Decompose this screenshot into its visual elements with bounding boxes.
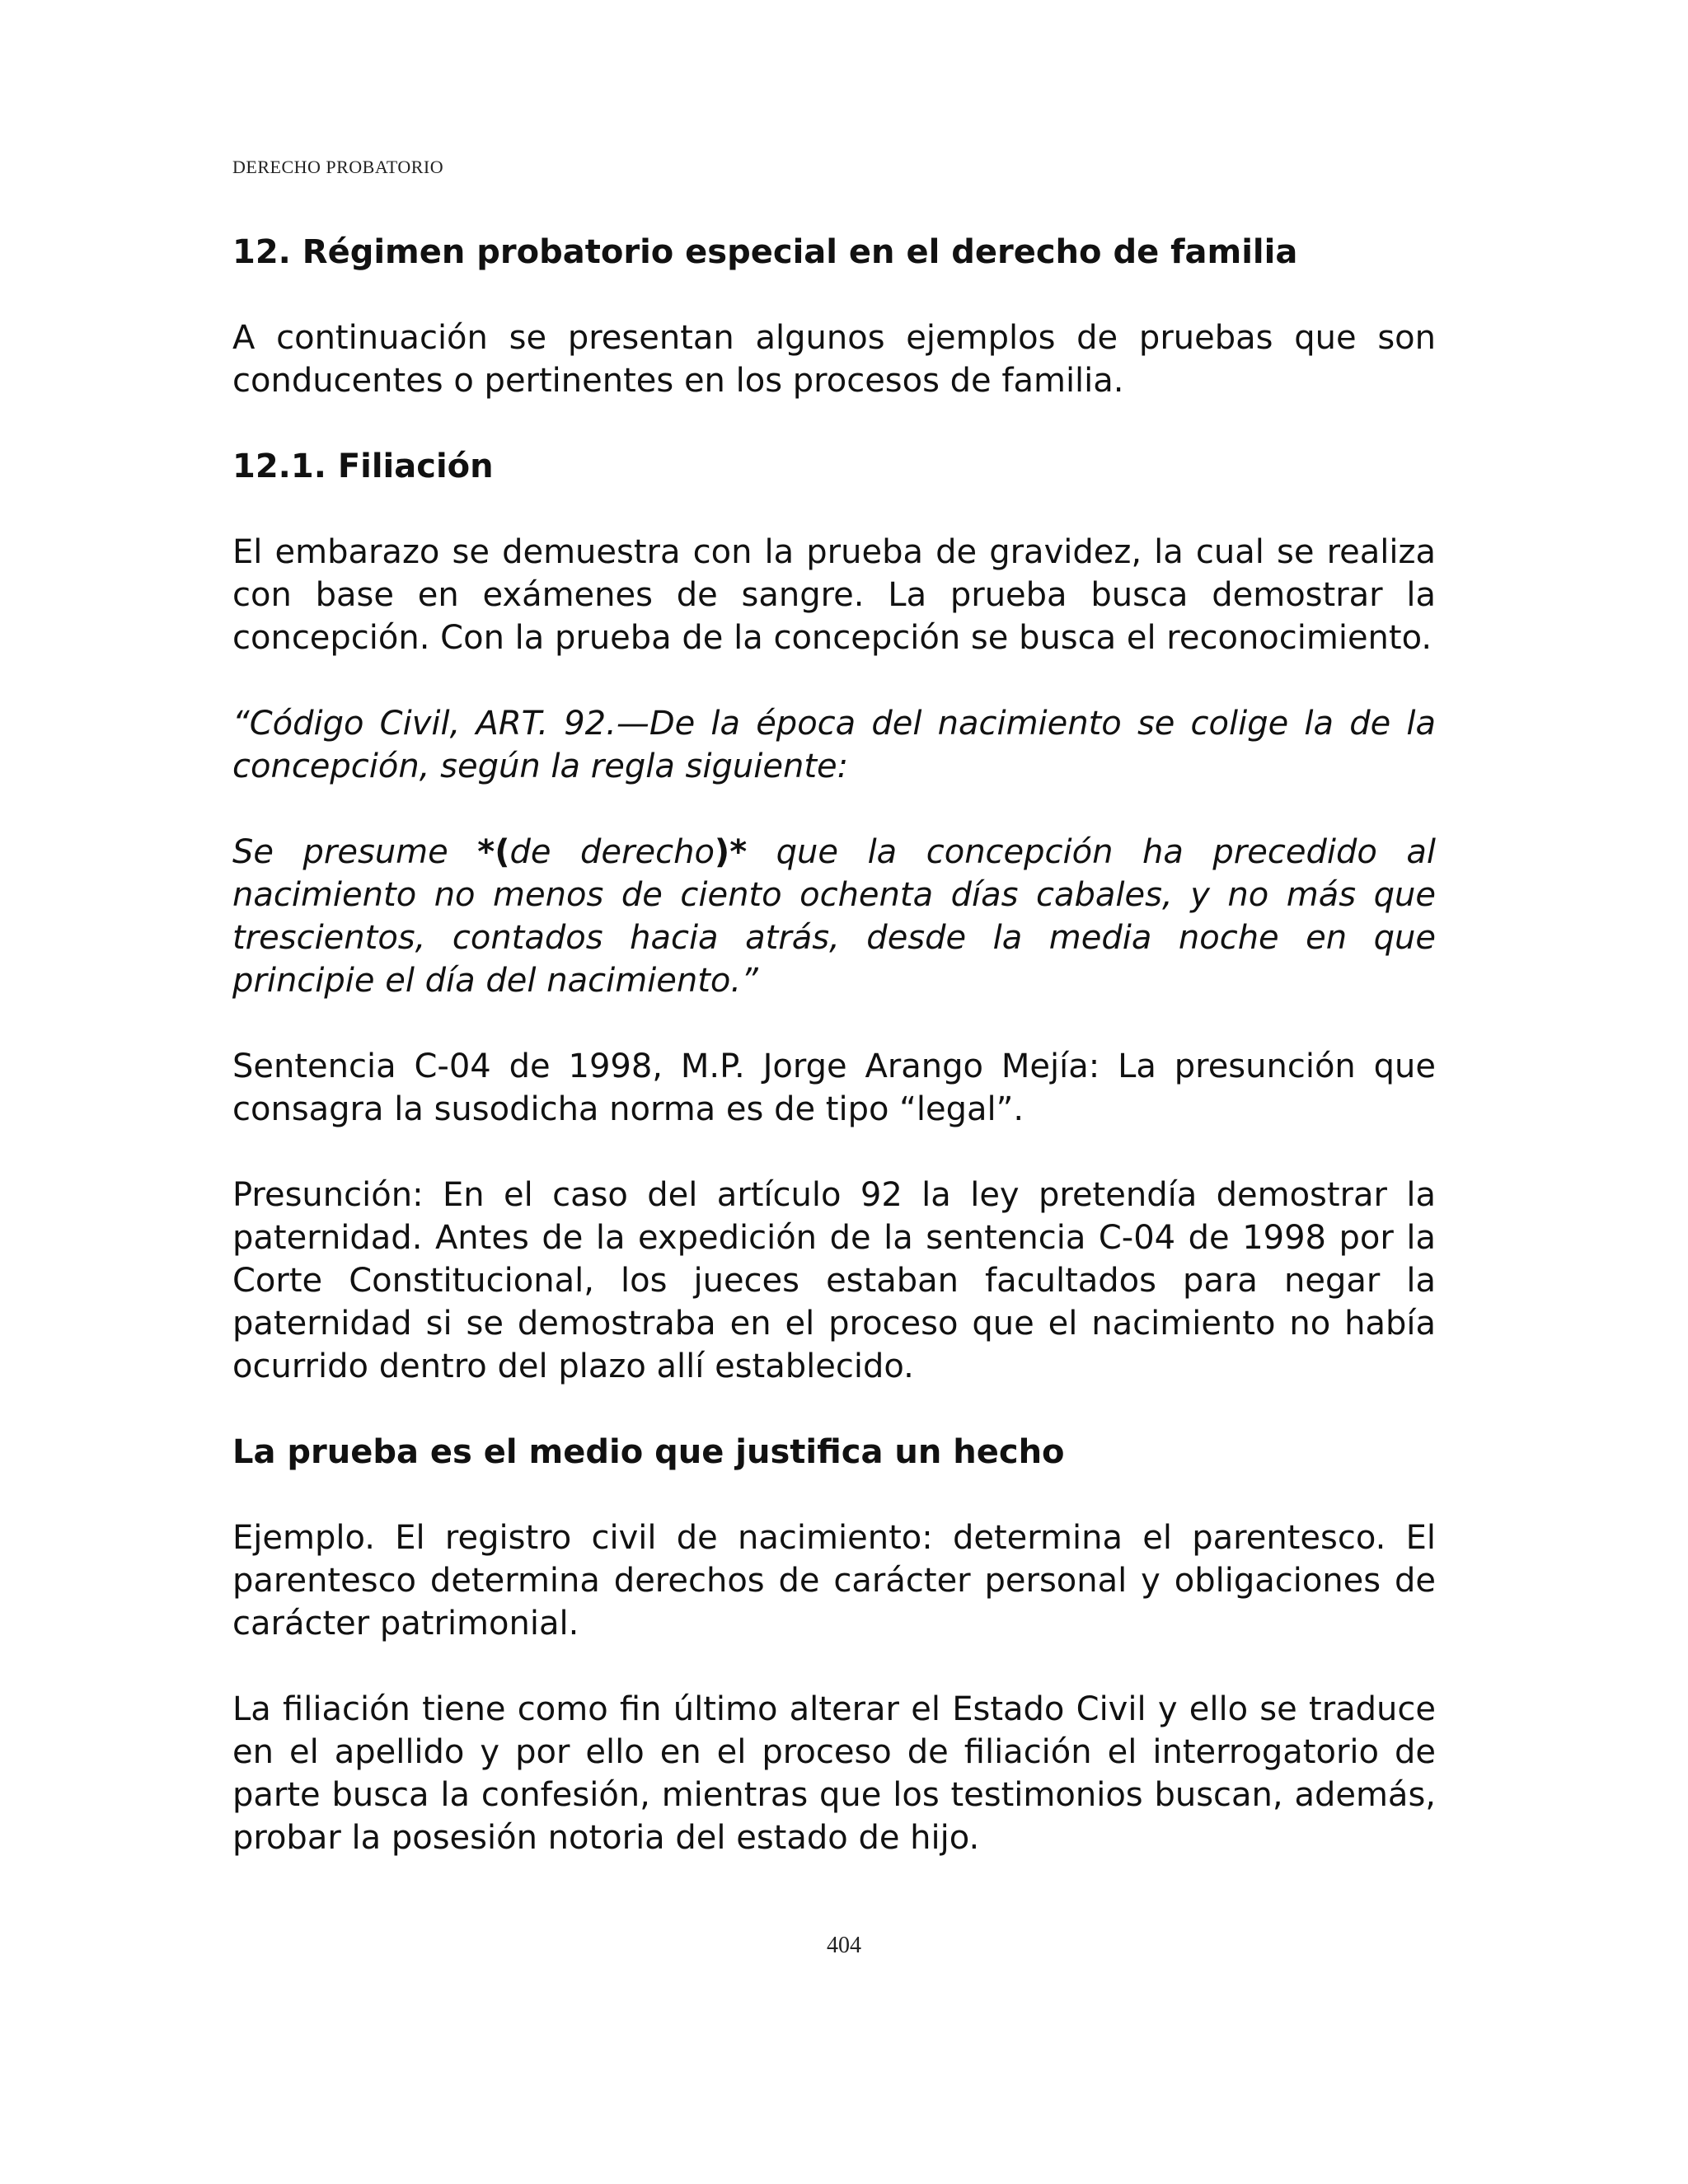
spacer <box>232 488 1436 531</box>
quote-text-de-derecho: de derecho <box>509 833 715 871</box>
section-title: 12. Régimen probatorio especial en el derecho de familia <box>232 233 1298 271</box>
spacer <box>232 1388 1436 1431</box>
ejemplo-paragraph: Ejemplo. El registro civil de nacimiento: determina el parentesco. El parentesco determina derechos de carácter personal y obligaciones de carácter patrimonial. <box>232 1519 1436 1643</box>
spacer <box>232 788 1436 831</box>
spacer <box>232 1474 1436 1516</box>
spacer <box>232 1645 1436 1688</box>
spacer <box>232 402 1436 445</box>
filiacion-paragraph-1: El embarazo se demuestra con la prueba de gravidez, la cual se realiza con base en exámenes de sangre. La prueba busca demostrar la concepción. Con la prueba de la concepción se busca el reconocimiento. <box>232 533 1436 657</box>
spacer <box>232 274 1436 316</box>
quote-text-end: que la concepción ha precedido al nacimiento no menos de ciento ochenta días cabales, y no más que trescientos, contados hacia atrás, desde la media noche en que principie el día del nacimiento.” <box>232 833 1436 1000</box>
subheading-title: La prueba es el medio que justifica un hecho <box>232 1433 1065 1471</box>
spacer <box>232 1002 1436 1045</box>
quote-marker-close: )* <box>714 833 748 871</box>
section-intro-paragraph: A continuación se presentan algunos ejemplos de pruebas que son conducentes o pertinentes en los procesos de familia. <box>232 319 1436 400</box>
subsection-title: 12.1. Filiación <box>232 448 494 485</box>
filiacion-fin-paragraph: La filiación tiene como fin último alterar el Estado Civil y ello se traduce en el apellido y por ello en el proceso de filiación el interrogatorio de parte busca la confesión, mientras que los testimonios buscan, además, probar la posesión notoria del estado de hijo. <box>232 1690 1436 1857</box>
spacer <box>232 1131 1436 1174</box>
legal-quote-paragraph-2 <box>232 831 1436 1002</box>
legal-quote-paragraph-1: “Código Civil, ART. 92.—De la época del nacimiento se colige la de la concepción, según la regla siguiente: <box>232 705 1436 785</box>
spacer <box>232 659 1436 702</box>
page-content <box>232 231 1436 1859</box>
sentencia-paragraph: Sentencia C-04 de 1998, M.P. Jorge Arango Mejía: La presunción que consagra la susodicha norma es de tipo “legal”. <box>232 1047 1436 1128</box>
quote-marker-open: *( <box>477 833 510 871</box>
running-header: DERECHO PROBATORIO <box>232 157 444 177</box>
page-number: 404 <box>827 1933 861 1958</box>
quote-text-start: Se presume <box>232 833 478 871</box>
presuncion-paragraph: Presunción: En el caso del artículo 92 la ley pretendía demostrar la paternidad. Antes de la expedición de la sentencia C-04 de 1998 por la Corte Constitucional, los jueces estaban facultados para negar la paternidad si se demostraba en el proceso que el nacimiento no había ocurrido dentro del plazo allí establecido. <box>232 1176 1436 1385</box>
